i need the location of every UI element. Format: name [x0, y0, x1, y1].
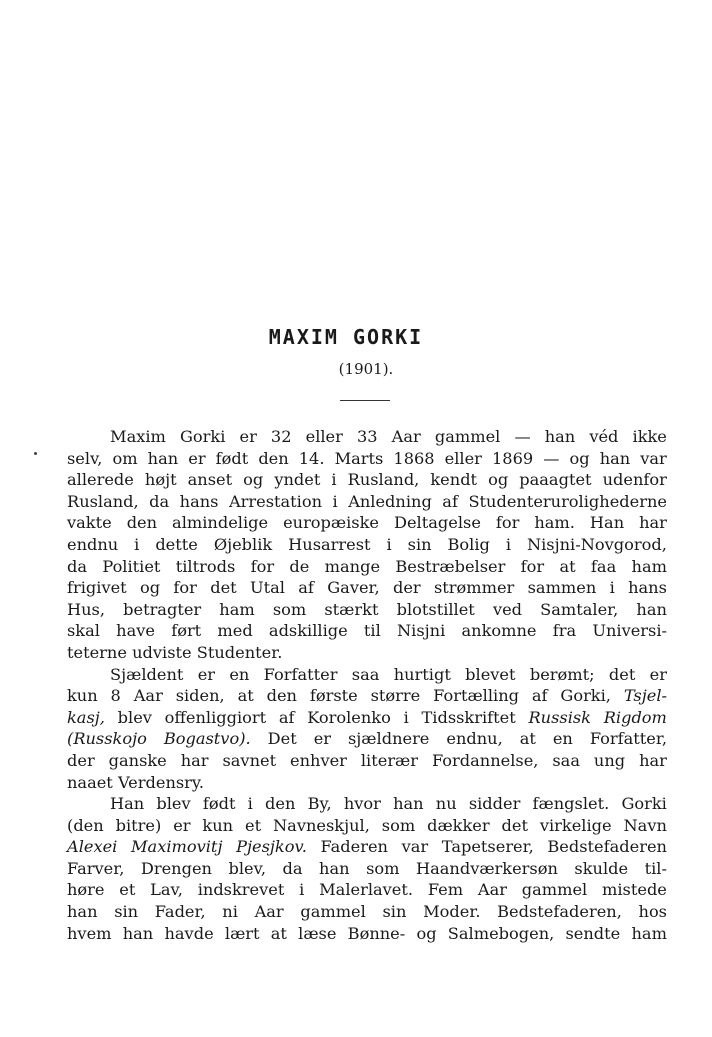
word: — [543, 448, 560, 468]
word: udenfor [602, 470, 667, 490]
word: Drengen [140, 858, 212, 878]
word: af [298, 578, 314, 598]
word: Utal [249, 578, 285, 598]
word: ved [492, 599, 523, 619]
text-line [67, 685, 667, 707]
word: har [180, 750, 209, 770]
word: han [67, 902, 98, 922]
chapter-title: MAXIM GORKI [268, 325, 424, 349]
word: hos [638, 902, 667, 922]
word: den [266, 686, 297, 706]
word: hvem [67, 923, 112, 943]
word: er [313, 729, 332, 749]
word: eller [444, 448, 482, 468]
word: for [250, 556, 275, 576]
word: fængslet. [532, 794, 610, 814]
word: at [270, 923, 287, 943]
word: Farver, [67, 858, 125, 878]
word: Øjeblik [213, 534, 273, 554]
word: Han [589, 513, 625, 533]
word: Studenter. [196, 642, 283, 662]
word: Lav, [150, 880, 183, 900]
word: allerede [67, 470, 134, 490]
word: Salmebogen, [447, 923, 555, 943]
word: offenliggiort [164, 707, 267, 727]
word: naaet [67, 772, 113, 792]
word: Sjældent [110, 664, 184, 684]
word: Tsjel- [623, 686, 667, 706]
word: større [370, 686, 421, 706]
word: Maxim [110, 427, 166, 446]
word: gammel [300, 902, 366, 922]
word: (Russkojo [67, 729, 147, 749]
word: Tapetserer, [441, 837, 534, 857]
word: Bestræbelser [395, 556, 506, 576]
word: ham. [534, 513, 575, 533]
word: 33 [356, 427, 378, 446]
word: lært [224, 923, 260, 943]
word: kendt [430, 470, 478, 490]
word: gammel [434, 427, 501, 446]
word: første [309, 686, 358, 706]
word: 1868 [393, 448, 435, 468]
text-line [67, 836, 667, 858]
word: anset [187, 470, 233, 490]
word: da [282, 858, 303, 878]
word: adskillige [268, 621, 348, 641]
word: Aar [254, 902, 284, 922]
word: hurtigt [393, 664, 451, 684]
word: Fader, [154, 902, 206, 922]
word: Forfatter, [589, 729, 667, 749]
word: kun [202, 815, 234, 835]
text-line [67, 858, 667, 880]
word: vakte [67, 513, 112, 533]
word: er [197, 664, 216, 684]
word: om [112, 448, 138, 468]
word: er [173, 815, 191, 835]
word: enhver [290, 750, 347, 770]
text-line [67, 815, 667, 837]
word: Husarrest [288, 534, 371, 554]
word: Bønne- [347, 923, 406, 943]
word: Aar [391, 427, 421, 446]
word: Haandværkersøn [415, 858, 558, 878]
word: Universi- [592, 621, 667, 641]
word: paaagtet [519, 470, 592, 490]
text-line [67, 707, 667, 729]
word: hvor [343, 794, 381, 814]
word: et [119, 880, 136, 900]
word: og [243, 470, 264, 490]
word: Fortælling [433, 686, 519, 706]
word: Rusland, [67, 491, 139, 511]
text-line [67, 577, 667, 599]
word: i [505, 534, 512, 554]
word: selv, [67, 448, 103, 468]
word: udviste [132, 642, 192, 662]
word: i [299, 880, 305, 900]
text-line [67, 750, 667, 772]
word: almindelige [172, 513, 269, 533]
word: endnu [67, 534, 119, 554]
word: der [392, 578, 421, 598]
word: Navn [623, 815, 667, 835]
word: betragter [123, 599, 202, 619]
word: siden, [175, 686, 225, 706]
word: Navneskjul, [273, 815, 370, 835]
text-line [67, 923, 667, 945]
word: og [416, 923, 437, 943]
word: har [639, 513, 667, 533]
word: sjældnere [347, 729, 430, 749]
word: den [265, 794, 296, 814]
word: Malerlavet. [319, 880, 414, 900]
word: det [210, 578, 237, 598]
body-text [67, 426, 667, 944]
word: da [67, 556, 88, 576]
word: han [393, 794, 424, 814]
word: ankomne [461, 621, 537, 641]
word: af [442, 491, 458, 511]
text-line [67, 469, 667, 491]
word: sin [407, 534, 432, 554]
word: 1869 [492, 448, 534, 468]
word: ni [222, 902, 238, 922]
word: Bedstefaderen, [497, 902, 622, 922]
word: for [495, 513, 520, 533]
word: det [501, 815, 528, 835]
word: tiltrods [175, 556, 236, 576]
word: indskrevet [197, 880, 285, 900]
word: Gorki [179, 427, 226, 446]
text-line [67, 901, 667, 923]
word: i [403, 707, 409, 727]
text-line [67, 728, 667, 750]
word: i [609, 578, 615, 598]
word: dækker [427, 815, 490, 835]
word: dette [155, 534, 198, 554]
word: sidder [468, 794, 521, 814]
word: var [640, 448, 667, 468]
word: til [363, 621, 381, 641]
word: gammel [521, 880, 588, 900]
word: Korolenko [307, 707, 391, 727]
word: til- [644, 858, 667, 878]
word: mistede [602, 880, 667, 900]
word: Deltagelse [394, 513, 481, 533]
word: han [636, 599, 667, 619]
word: saa [351, 664, 380, 684]
text-line [67, 426, 667, 448]
word: bitre) [115, 815, 162, 835]
word: stærkt [324, 599, 379, 619]
word: at [519, 729, 536, 749]
word: ung [593, 750, 626, 770]
word: berømt; [529, 664, 595, 684]
word: 14. [298, 448, 325, 468]
word: hans [628, 578, 667, 598]
word: ham [631, 556, 667, 576]
word: at [559, 556, 576, 576]
word: havde [164, 923, 214, 943]
word: véd [589, 427, 619, 446]
word: Gorki, [560, 686, 611, 706]
word: og [488, 470, 509, 490]
word: Pjesjkov. [236, 837, 307, 857]
word: hans [179, 491, 219, 511]
word: teterne [67, 642, 127, 662]
word: som [272, 599, 307, 619]
word: Anledning [348, 491, 432, 511]
word: frigivet [67, 578, 127, 598]
word: savnet [222, 750, 277, 770]
text-line [67, 620, 667, 642]
word: han [544, 427, 576, 446]
word: virkelige [539, 815, 612, 835]
word: af [278, 707, 295, 727]
word: skulde [574, 858, 629, 878]
text-line [67, 512, 667, 534]
word: blotstillet [396, 599, 475, 619]
word: for [520, 556, 545, 576]
word: født [202, 794, 236, 814]
word: Nisjni-Novgorod, [526, 534, 667, 554]
word: han [599, 448, 631, 468]
word: Tidsskriftet [421, 707, 516, 727]
word: Marts [334, 448, 384, 468]
word: (den [67, 815, 104, 835]
word: højt [144, 470, 177, 490]
word: sammen [527, 578, 597, 598]
text-line [67, 534, 667, 556]
title-divider [340, 400, 390, 401]
word: var [401, 837, 429, 857]
word: er [649, 664, 667, 684]
margin-mark [34, 452, 37, 455]
word: at [237, 686, 254, 706]
word: af [531, 686, 548, 706]
word: Bogastvo). [163, 729, 251, 749]
word: ganske [108, 750, 167, 770]
word: i [332, 491, 338, 511]
word: han [319, 858, 350, 878]
word: i [331, 470, 337, 490]
word: er [239, 427, 257, 446]
word: ham [219, 599, 255, 619]
word: By, [307, 794, 332, 814]
word: Samtaler, [540, 599, 619, 619]
word: Arrestation [228, 491, 323, 511]
word: et [245, 815, 262, 835]
text-line [67, 664, 667, 686]
word: sin [382, 902, 407, 922]
word: kasj, [67, 707, 105, 727]
word: og [569, 448, 590, 468]
word: Fem [427, 880, 464, 900]
text-line [67, 448, 667, 470]
word: 32 [270, 427, 292, 446]
chapter-year: (1901). [338, 360, 394, 378]
word: fra [552, 621, 577, 641]
word: sendte [565, 923, 621, 943]
text-line [67, 793, 667, 815]
word: have [116, 621, 155, 641]
word: Bolig [447, 534, 490, 554]
word: kun [67, 686, 98, 706]
word: i [134, 534, 140, 554]
word: nu [435, 794, 457, 814]
word: Politiet [102, 556, 161, 576]
word: Gorki [621, 794, 667, 814]
word: faa [590, 556, 617, 576]
word: ikke [632, 427, 667, 446]
word: strømmer [433, 578, 515, 598]
word: blev [156, 794, 191, 814]
word: Gaver, [327, 578, 380, 598]
word: født [215, 448, 249, 468]
word: da [149, 491, 170, 511]
word: Forfatter [263, 664, 338, 684]
word: yndet [274, 470, 321, 490]
text-line [67, 599, 667, 621]
word: Rusland, [347, 470, 420, 490]
word: ført [171, 621, 202, 641]
word: og [140, 578, 161, 598]
word: Maximovitj [130, 837, 223, 857]
word: er [188, 448, 206, 468]
word: han [147, 448, 179, 468]
text-line [67, 491, 667, 513]
word: de [289, 556, 310, 576]
word: med [217, 621, 253, 641]
word: i [247, 794, 253, 814]
word: i [386, 534, 392, 554]
word: Russisk [528, 707, 591, 727]
word: skal [67, 621, 100, 641]
word: Rigdom [603, 707, 667, 727]
word: ham [631, 923, 667, 943]
word: — [514, 427, 531, 446]
word: blevet [465, 664, 516, 684]
word: Nisjni [397, 621, 446, 641]
word: Faderen [320, 837, 388, 857]
word: Aar [477, 880, 507, 900]
word: for [173, 578, 197, 598]
word: Han [110, 794, 145, 814]
word: Moder. [423, 902, 481, 922]
word: blev, [228, 858, 266, 878]
word: 8 [110, 686, 121, 706]
word: sin [114, 902, 139, 922]
word: Fordannelse, [431, 750, 539, 770]
word: Aar [133, 686, 163, 706]
word: Bedstefaderen [547, 837, 667, 857]
word: som [366, 858, 400, 878]
word: saa [552, 750, 580, 770]
word: blev [117, 707, 152, 727]
word: Alexei [67, 837, 118, 857]
word: mange [324, 556, 381, 576]
word: literær [360, 750, 419, 770]
word: den [258, 448, 289, 468]
word: en [552, 729, 573, 749]
word: det [608, 664, 636, 684]
word: har [639, 750, 667, 770]
word: endnu, [446, 729, 503, 749]
word: Studenterurolighederne [468, 491, 667, 511]
word: høre [67, 880, 105, 900]
word: Verdensry. [117, 772, 205, 792]
text-line [67, 879, 667, 901]
word: han [122, 923, 154, 943]
word: Det [267, 729, 297, 749]
word: den [126, 513, 158, 533]
word: læse [298, 923, 337, 943]
text-line [67, 772, 667, 794]
word: en [229, 664, 250, 684]
word: der [67, 750, 95, 770]
word: europæiske [283, 513, 380, 533]
word: eller [305, 427, 343, 446]
word: Hus, [67, 599, 105, 619]
text-line [67, 556, 667, 578]
text-line [67, 642, 667, 664]
word: som [381, 815, 416, 835]
